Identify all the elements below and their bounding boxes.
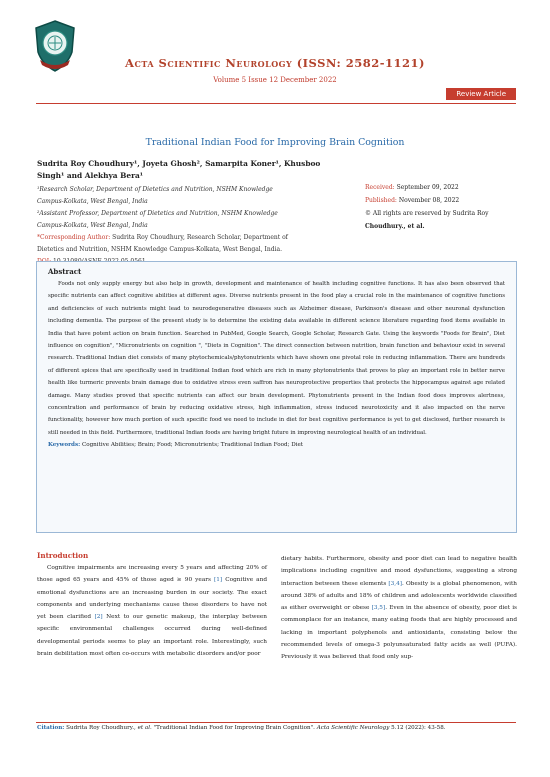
citation-label: Citation: xyxy=(37,725,65,731)
author-line-1: Sudrita Roy Choudhury¹, Joyeta Ghosh², Samarpita Koner¹, Khusboo xyxy=(37,159,321,168)
ref-link[interactable]: [3,4] xyxy=(388,580,403,587)
citation-footer: Citation: Sudrita Roy Choudhury., et al. "Traditional Indian Food for Improving Brain Cognition". Acta Scientific Neurology 5.12 (2022): 43-58. xyxy=(37,725,446,731)
ref-link[interactable]: [1] xyxy=(214,577,223,584)
journal-title: Acta Scientific Neurology (ISSN: 2582-1121) xyxy=(125,56,425,70)
body-column-right: dietary habits. Furthermore, obesity and poor diet can lead to negative health implications including cognitive and mood dysfunctions, suggesting a strong interaction between these elements [3,4]. Obesity is a global phenomenon, with around 38% of adults and 18% of children and adolescents worldwide classified as either overweight or obese [3,5]. Even in the absence of obesity, poor diet is commonplace for an instance, many eating foods that are highly processed and lacking in important polyphenols and antioxidants, consisting below the recommended levels of omega-3 polyunsaturated fatty acids as well (PUFA). Previously it was believed that food only sup- xyxy=(281,556,517,661)
abstract-text: Foods not only supply energy but also help in growth, development and maintenance of health including cognitive functions. It has also been observed that specific nutrients can affect cognitive abilities at different ages. Diverse nutrients present in the food play a crucial role in the maintenance of cognitive functions and deficiencies of such nutrients might lead to neurodegenerative diseases such as Alzheimer disease, Parkinson's disease and other neuronal dysfunction including dementia. The purpose of the present study is to determine the existing data available in different science literature regarding food items available in India that have potent action on brain function. Searched in PubMed, Google Search, Google Scholar, Research Gate. Using the keywords "Foods for Brain", Diet influence on cognition", "Micronutrients on cognition ", "Diets in Cognition". The direct connection between nutrition, brain function and behaviour exist in several research. Traditional Indian diet consists of many phytochemicals/phytonutrients which have shown one pivotal role in reducing inflammation. There are hundreds of different spices that are specifically used in traditional Indian food which are rich in many phytonutrients that proves to play an important role in better nerve health like turmeric prevents brain damage due to oxidative stress even saffron has neuroprotective properties that protects the hippocampus against age related damage. Many studies proved that specific nutrients can affect our brain development. Phytonutrients present in the Indian food does improves alertness, concentration and performance of brain by reducing oxidative stress, high inflammation, stress induced neurotoxicity and it also impacted on the nerve functionality, however how much portion of such specific food we need to include in diet for best cognitive performance is yet to get disclosed, further research is still needed in this field. Furthermore, traditional Indian foods are having bright future in improving neurological health of an individual. xyxy=(48,281,505,436)
affiliations xyxy=(37,184,357,268)
published-date: November 08, 2022 xyxy=(398,197,460,204)
keywords-label: Keywords: xyxy=(48,442,81,449)
abstract-box xyxy=(36,261,517,533)
author-list xyxy=(37,158,357,182)
affiliation-2: ²Assistant Professor, Department of Dietetics and Nutrition, NSHM Knowledge xyxy=(37,210,278,217)
corresponding-author-cont: Dietetics and Nutrition, NSHM Knowledge Campus-Kolkata, West Bengal, India. xyxy=(37,246,283,253)
body-column-left: Cognitive impairments are increasing every 5 years and affecting 20% of those aged 65 years and 45% of those aged ≥ 90 years [1] Cognitive and emotional dysfunctions are an increasing burden in our society. The exact components and underlying mechanisms cause these disorders to have not yet been clarified [2] Next to our genetic makeup, the interplay between specific environmental challenges occurred during well-defined developmental periods seems to play an important role. Interestingly, such brain debilitation most often co-occurs with metabolic disorders and/or poor xyxy=(37,565,267,658)
affiliation-1: ¹Research Scholar, Department of Dietetics and Nutrition, NSHM Knowledge xyxy=(37,186,273,193)
footer-divider xyxy=(36,722,516,723)
affiliation-2-cont: Campus-Kolkata, West Bengal, India xyxy=(37,222,148,229)
ref-link[interactable]: [3,5] xyxy=(371,605,386,612)
author-line-2: Singh¹ and Alekhya Bera¹ xyxy=(37,171,144,180)
affiliation-1-cont: Campus-Kolkata, West Bengal, India xyxy=(37,198,148,205)
published-label: Published: xyxy=(365,197,397,204)
corresponding-author: Sudrita Roy Choudhury, Research Scholar, Department of xyxy=(110,234,288,241)
volume-issue: Volume 5 Issue 12 December 2022 xyxy=(213,76,337,84)
header-divider xyxy=(36,103,516,104)
rights-line-1: © All rights are reserved by Sudrita Roy xyxy=(365,210,489,217)
article-dates xyxy=(365,181,525,233)
introduction-heading: Introduction xyxy=(37,551,89,560)
corresponding-author-label: *Corresponding Author: xyxy=(37,234,111,241)
received-date: September 09, 2022 xyxy=(396,184,459,191)
article-type-badge: Review Article xyxy=(446,88,516,100)
rights-line-2: Choudhury., et al. xyxy=(365,223,425,230)
abstract-heading: Abstract xyxy=(48,267,82,276)
article-title: Traditional Indian Food for Improving Brain Cognition xyxy=(145,137,405,148)
keywords xyxy=(48,442,505,448)
ref-link[interactable]: [2] xyxy=(94,614,103,621)
received-label: Received: xyxy=(365,184,395,191)
keywords-value: Cognitive Abilities; Brain; Food; Micronutrients; Traditional Indian Food; Diet xyxy=(81,442,304,449)
